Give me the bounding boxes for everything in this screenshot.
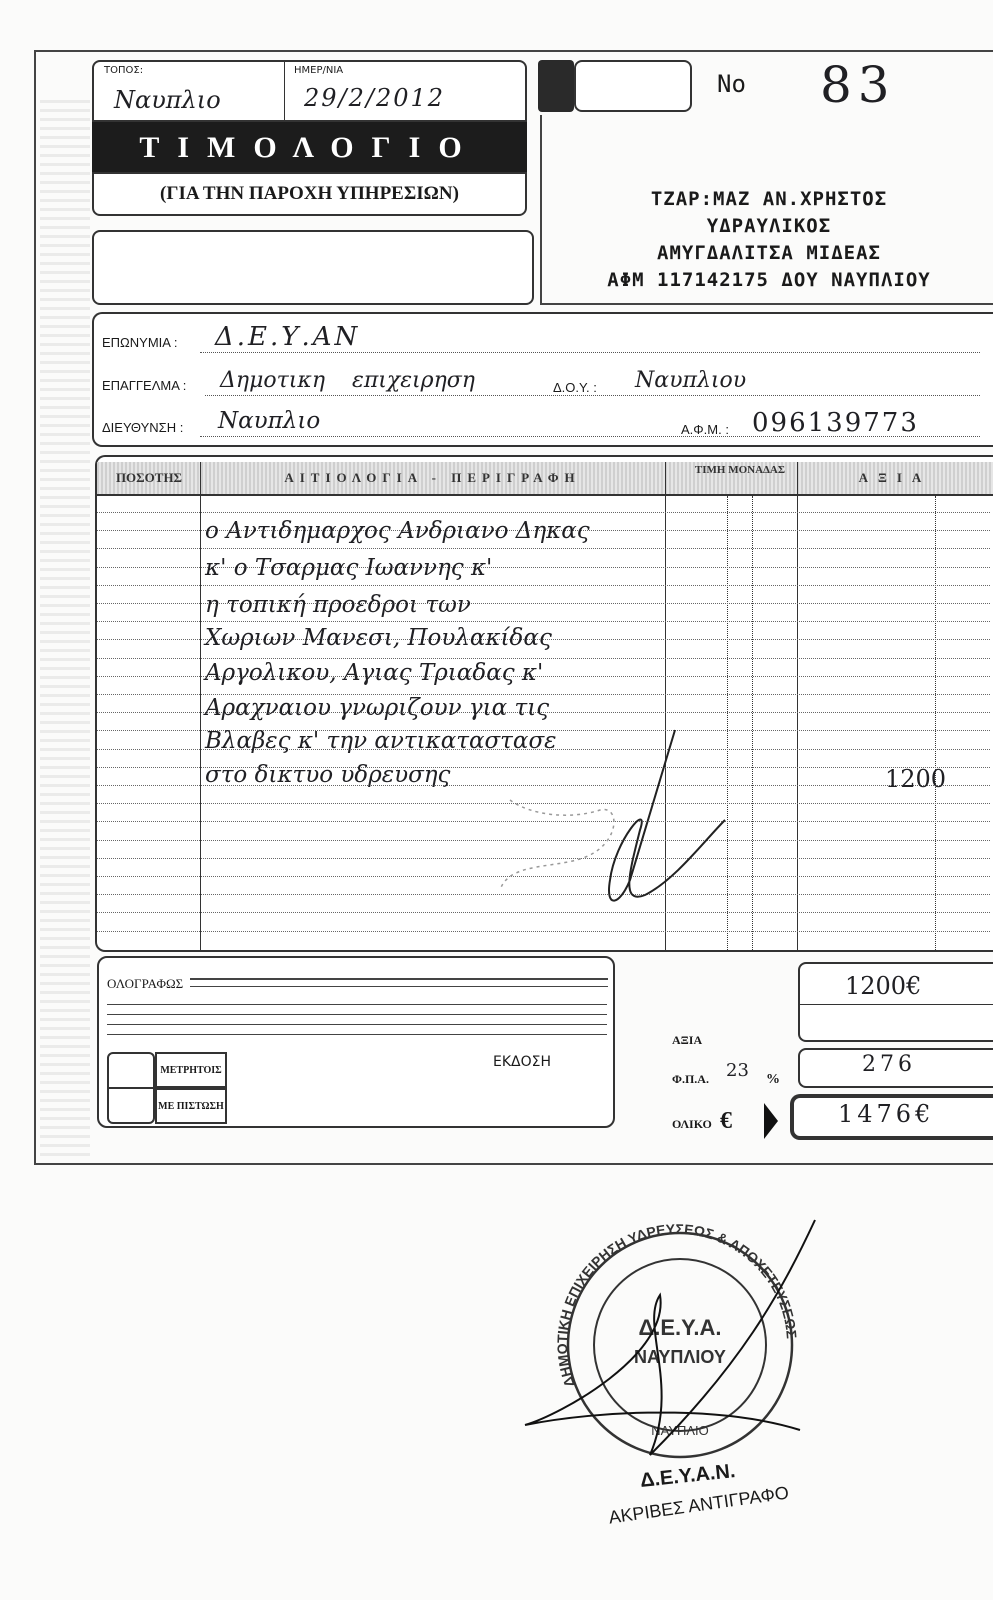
signature-scribble bbox=[470, 720, 750, 930]
total-label: ΟΛΙΚΟ bbox=[672, 1117, 712, 1131]
invoice-number: 83 bbox=[820, 56, 896, 114]
subtotal-value: 1200€ bbox=[845, 972, 922, 1000]
table-rule bbox=[97, 512, 990, 513]
description-line: στο δικτυο υδρευσης bbox=[205, 762, 451, 788]
invoice-title: ΤΙΜΟΛΟΓΙΟ bbox=[92, 122, 527, 174]
vat-label: Φ.Π.Α. bbox=[672, 1072, 709, 1086]
place-label: ΤΟΠΟΣ: bbox=[104, 65, 144, 76]
customer-name: Δ.Ε.Υ.ΑΝ bbox=[215, 322, 361, 352]
place-value: Ναυπλιο bbox=[114, 86, 221, 114]
rule bbox=[107, 1034, 607, 1035]
dotted-line bbox=[205, 395, 980, 396]
issuer-name: ΤΖΑΡ:ΜΑΖ ΑΝ.ΧΡΗΣΤΟΣ bbox=[650, 188, 888, 210]
stamp-org: Δ.Ε.Υ.Α.Ν. bbox=[639, 1460, 737, 1492]
profession-label: ΕΠΑΓΓΕΛΜΑ : bbox=[102, 378, 187, 393]
rule bbox=[107, 1014, 607, 1015]
col-value: ΑΞΙΑ bbox=[858, 470, 932, 485]
divider bbox=[284, 62, 285, 122]
issuer-block bbox=[545, 186, 993, 294]
dotted-line bbox=[200, 352, 980, 353]
description-line: η τοπική προεδροι των bbox=[205, 592, 471, 618]
col-divider bbox=[935, 496, 936, 950]
issuer-tax-id: ΑΦΜ 117142175 ΔΟΥ ΝΑΥΠΛΙΟΥ bbox=[607, 269, 931, 291]
blank-box bbox=[92, 230, 534, 305]
address-value: Ναυπλιο bbox=[218, 408, 321, 434]
euro-sign: € bbox=[720, 1108, 732, 1134]
vat-value: 276 bbox=[862, 1052, 916, 1077]
credit-label: ΜΕ ΠΙΣΤΩΣΗ bbox=[158, 1100, 224, 1112]
rule bbox=[190, 978, 608, 980]
stamp-center-line1: Δ.Ε.Υ.Α. bbox=[638, 1315, 722, 1340]
tax-office-value: Ναυπλιου bbox=[635, 368, 747, 393]
vat-rate: 23 bbox=[726, 1060, 749, 1081]
profession-value: Δημοτικη επιχειρηση bbox=[220, 368, 475, 393]
stamp-center-line2: ΝΑΥΠΛΙΟΥ bbox=[634, 1347, 726, 1367]
cash-label: ΜΕΤΡΗΤΟΙΣ bbox=[160, 1064, 222, 1076]
stamp-bottom-text: ΝΑΥΠΛΙΟ bbox=[651, 1423, 709, 1438]
issuer-location: ΑΜΥΓΔΑΛΙΤΣΑ ΜΙΔΕΑΣ bbox=[657, 242, 881, 264]
table-rule bbox=[97, 585, 990, 586]
table-rule bbox=[97, 658, 990, 659]
rule bbox=[190, 986, 608, 987]
description-line: Αργολικου, Αγιας Τριαδας κ' bbox=[205, 660, 544, 686]
tax-office-label: Δ.Ο.Υ. : bbox=[553, 380, 597, 395]
col-divider bbox=[752, 496, 753, 950]
issuer-profession: ΥΔΡΑΥΛΙΚΟΣ bbox=[706, 215, 832, 237]
cash-option[interactable] bbox=[155, 1052, 227, 1088]
official-stamp bbox=[520, 1215, 820, 1485]
divider bbox=[798, 1004, 993, 1005]
total-value: 1476€ bbox=[838, 1100, 935, 1128]
arrow-icon bbox=[764, 1103, 778, 1139]
number-label: No bbox=[717, 70, 746, 98]
percent-sign: % bbox=[766, 1072, 780, 1087]
table-rule bbox=[97, 931, 990, 932]
invoice-subtitle: (ΓΙΑ ΤΗΝ ΠΑΡΟΧΗ ΥΠΗΡΕΣΙΩΝ) bbox=[92, 172, 527, 216]
credit-option[interactable] bbox=[155, 1088, 227, 1124]
description-line: ο Αντιδημαρχος Ανδριανο Δηκας bbox=[205, 518, 590, 544]
table-rule bbox=[97, 548, 990, 549]
series-box bbox=[574, 60, 692, 112]
date-value: 29/2/2012 bbox=[304, 84, 446, 112]
vat-id-value: 096139773 bbox=[752, 408, 919, 438]
date-label: ΗΜΕΡ/ΝΙΑ bbox=[294, 65, 344, 76]
col-unit-price: ΤΙΜΗ ΜΟΝΑΔΑΣ bbox=[694, 464, 786, 476]
rule bbox=[107, 1004, 607, 1005]
description-line: κ' ο Τσαρμας Ιωαννης κ' bbox=[205, 555, 493, 581]
in-words-label: ΟΛΟΓΡΑΦΩΣ bbox=[107, 976, 184, 991]
description-line: Χωριων Μανεσι, Πουλακίδας bbox=[205, 625, 552, 651]
subtotal-label: ΑΞΙΑ bbox=[672, 1033, 703, 1047]
issue-label: ΕΚΔΟΣΗ bbox=[493, 1054, 551, 1070]
vat-id-label: Α.Φ.Μ. : bbox=[681, 422, 729, 437]
binding-strip bbox=[40, 100, 90, 1160]
divider bbox=[107, 1087, 155, 1089]
customer-name-label: ΕΠΩΝΥΜΙΑ : bbox=[102, 335, 178, 350]
line-value: 1200 bbox=[885, 765, 947, 793]
description-line: Βλαβες κ' την αντικαταστασε bbox=[205, 728, 557, 754]
col-description: ΑΙΤΙΟΛΟΓΙΑ - ΠΕΡΙΓΡΑΦΗ bbox=[284, 470, 581, 485]
table-rule bbox=[97, 621, 990, 622]
place-date-box bbox=[92, 60, 527, 122]
rule bbox=[107, 1024, 607, 1025]
series-block bbox=[538, 60, 574, 112]
col-quantity: ΠΟΣΟΤΗΣ bbox=[115, 470, 183, 485]
stamp-ring-text: ΔΗΜΟΤΙΚΗ ΕΠΙΧΕΙΡΗΣΗ ΥΔΡΕΥΣΕΩΣ & ΑΠΟΧΕΤΕΥΣΕΩΣ bbox=[553, 1220, 800, 1390]
address-label: ΔΙΕΥΘΥΝΣΗ : bbox=[102, 420, 184, 435]
certified-copy: ΑΚΡΙΒΕΣ ΑΝΤΙΓΡΑΦΟ bbox=[607, 1482, 791, 1528]
description-line: Αραχναιου γνωριζουν για τις bbox=[205, 695, 550, 721]
